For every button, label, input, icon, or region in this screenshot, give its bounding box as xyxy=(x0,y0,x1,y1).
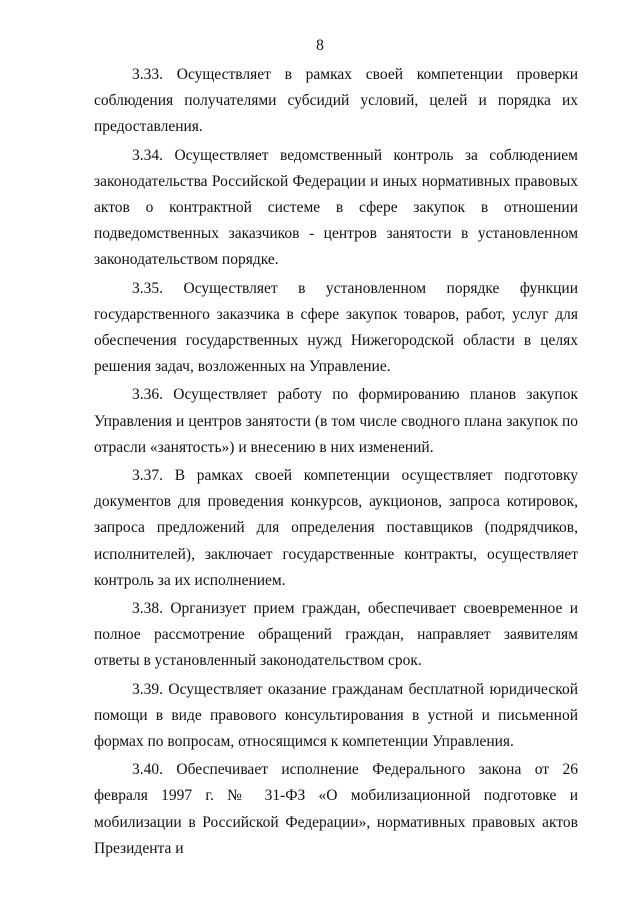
paragraph-3-35: 3.35. Осуществляет в установленном порядке функции государственного заказчика в сфере закупок товаров, работ, услуг для обеспечения государственных нужд Нижегородской области в целях решения задач, возложенных на Управление. xyxy=(94,279,578,376)
paragraph-3-33: 3.33. Осуществляет в рамках своей компетенции проверки соблюдения получателями субсидий условий, целей и порядка их предоставления. xyxy=(94,66,578,136)
paragraph-3-39: 3.39. Осуществляет оказание гражданам бесплатной юридической помощи в виде правового консультирования в устной и письменной формах по вопросам, относящимся к компетенции Управления. xyxy=(94,680,578,751)
paragraph-3-38: 3.38. Организует прием граждан, обеспечивает своевременное и полное рассмотрение обращений граждан, направляет заявителям ответы в установленный законодательством срок. xyxy=(94,600,578,670)
paragraph-3-36: 3.36. Осуществляет работу по формированию планов закупок Управления и центров занятости (в том числе сводного плана закупок по отрасли «занятость») и внесению в них изменений. xyxy=(94,386,578,456)
paragraph-3-40: 3.40. Обеспечивает исполнение Федерального закона от 26 февраля 1997 г. № 31-ФЗ «О мобилизационной подготовке и мобилизации в Российской Федерации», нормативных правовых актов Президента и xyxy=(94,761,578,857)
paragraph-3-37: 3.37. В рамках своей компетенции осуществляет подготовку документов для проведения конкурсов, аукционов, запроса котировок, запроса предложений для определения поставщиков (подрядчиков, исполнителей), заключает государственные контракты, осуществляет контроль за их исполнением. xyxy=(94,467,578,589)
paragraph-3-34: 3.34. Осуществляет ведомственный контроль за соблюдением законодательства Российской Федерации и иных нормативных правовых актов о контрактной системе в сфере закупок в отношении подведомственных заказчиков - центров занятости в установленном законодательством порядке. xyxy=(94,146,578,269)
document-body xyxy=(94,62,578,864)
page-number: 8 xyxy=(316,37,324,54)
